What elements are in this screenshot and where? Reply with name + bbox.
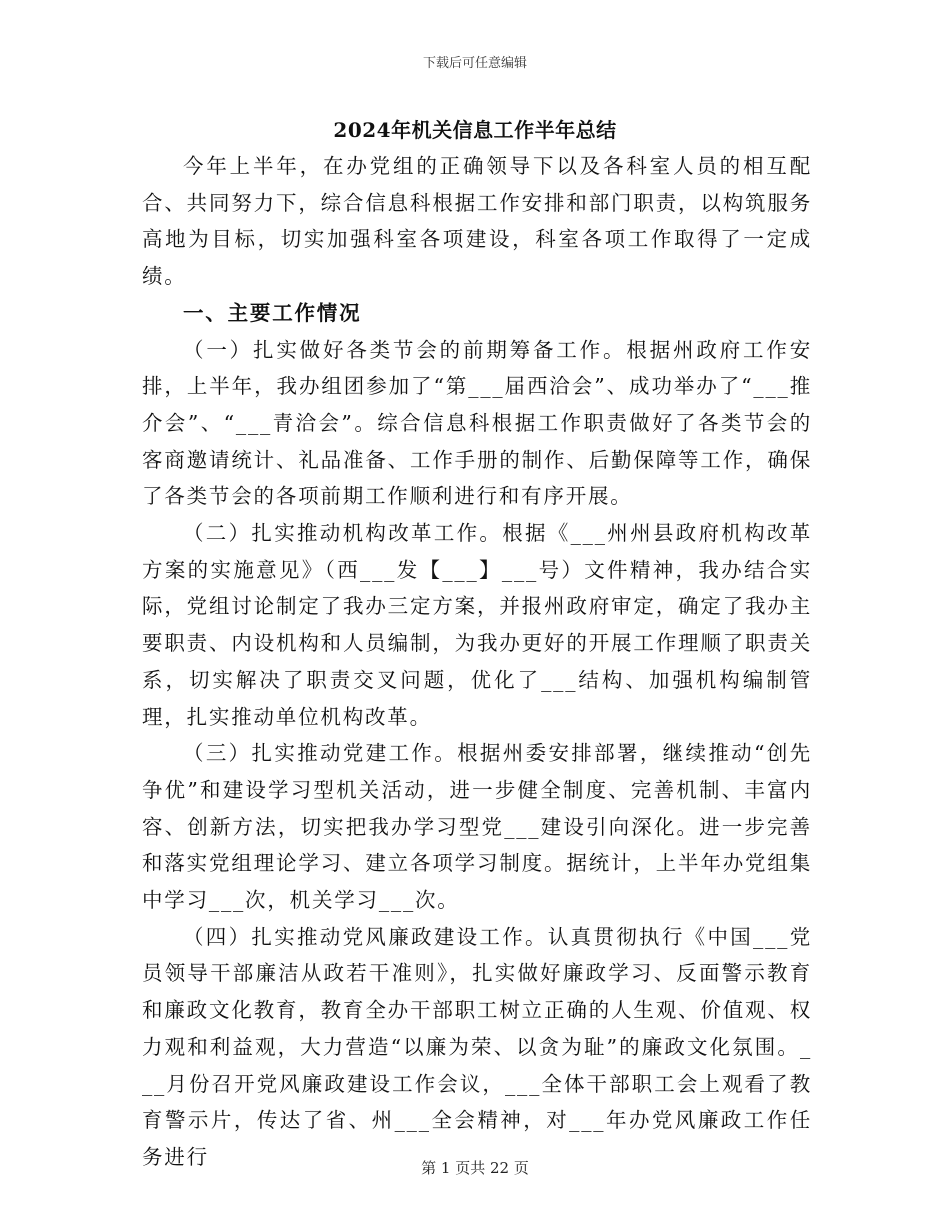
download-note: 下载后可任意编辑 — [422, 56, 527, 71]
paragraph-2: （二）扎实推动机构改革工作。根据《___州州县政府机构改革方案的实施意见》（西___发【___】___号）文件精神，我办结合实际，党组讨论制定了我办三定方案，并报州政府审定，确定了我办主要职责、内设机构和人员编制，为我办更好的开展工作理顺了职责关系，切实解决了职责交叉问题，优化了___结构、加强机构编制管理，扎实推动单位机构改革。 — [142, 521, 812, 729]
page-number: 第 1 页共 22 页 — [421, 1159, 529, 1177]
intro-paragraph: 今年上半年，在办党组的正确领导下以及各科室人员的相互配合、共同努力下，综合信息科根据工作安排和部门职责，以构筑服务高地为目标，切实加强科室各项建设，科室各项工作取得了一定成绩。 — [142, 154, 812, 289]
paragraph-1: （一）扎实做好各类节会的前期筹备工作。根据州政府工作安排，上半年，我办组团参加了“第___届西洽会”、成功举办了“___推介会”、“___青洽会”。综合信息科根据工作职责做好了各类节会的客商邀请统计、礼品准备、工作手册的制作、后勤保障等工作，确保了各类节会的各项前期工作顺利进行和有序开展。 — [142, 337, 812, 509]
paragraph-3: （三）扎实推动党建工作。根据州委安排部署，继续推动“创先争优”和建设学习型机关活动，进一步健全制度、完善机制、丰富内容、创新方法，切实把我办学习型党___建设引向深化。进一步完善和落实党组理论学习、建立各项学习制度。据统计，上半年办党组集中学习___次，机关学习___次。 — [142, 741, 812, 913]
document-title: 2024年机关信息工作半年总结 — [333, 118, 617, 142]
paragraph-4: （四）扎实推动党风廉政建设工作。认真贯彻执行《中国___党员领导干部廉洁从政若干准则》，扎实做好廉政学习、反面警示教育和廉政文化教育，教育全办干部职工树立正确的人生观、价值观、权力观和利益观，大力营造“以廉为荣、以贪为耻”的廉政文化氛围。___月份召开党风廉政建设工作会议，___全体干部职工会上观看了教育警示片，传达了省、州___全会精神，对___年办党风廉政工作任务进行 — [142, 924, 812, 1169]
section-heading: 一、主要工作情况 — [183, 300, 362, 325]
document-body — [142, 148, 812, 1176]
